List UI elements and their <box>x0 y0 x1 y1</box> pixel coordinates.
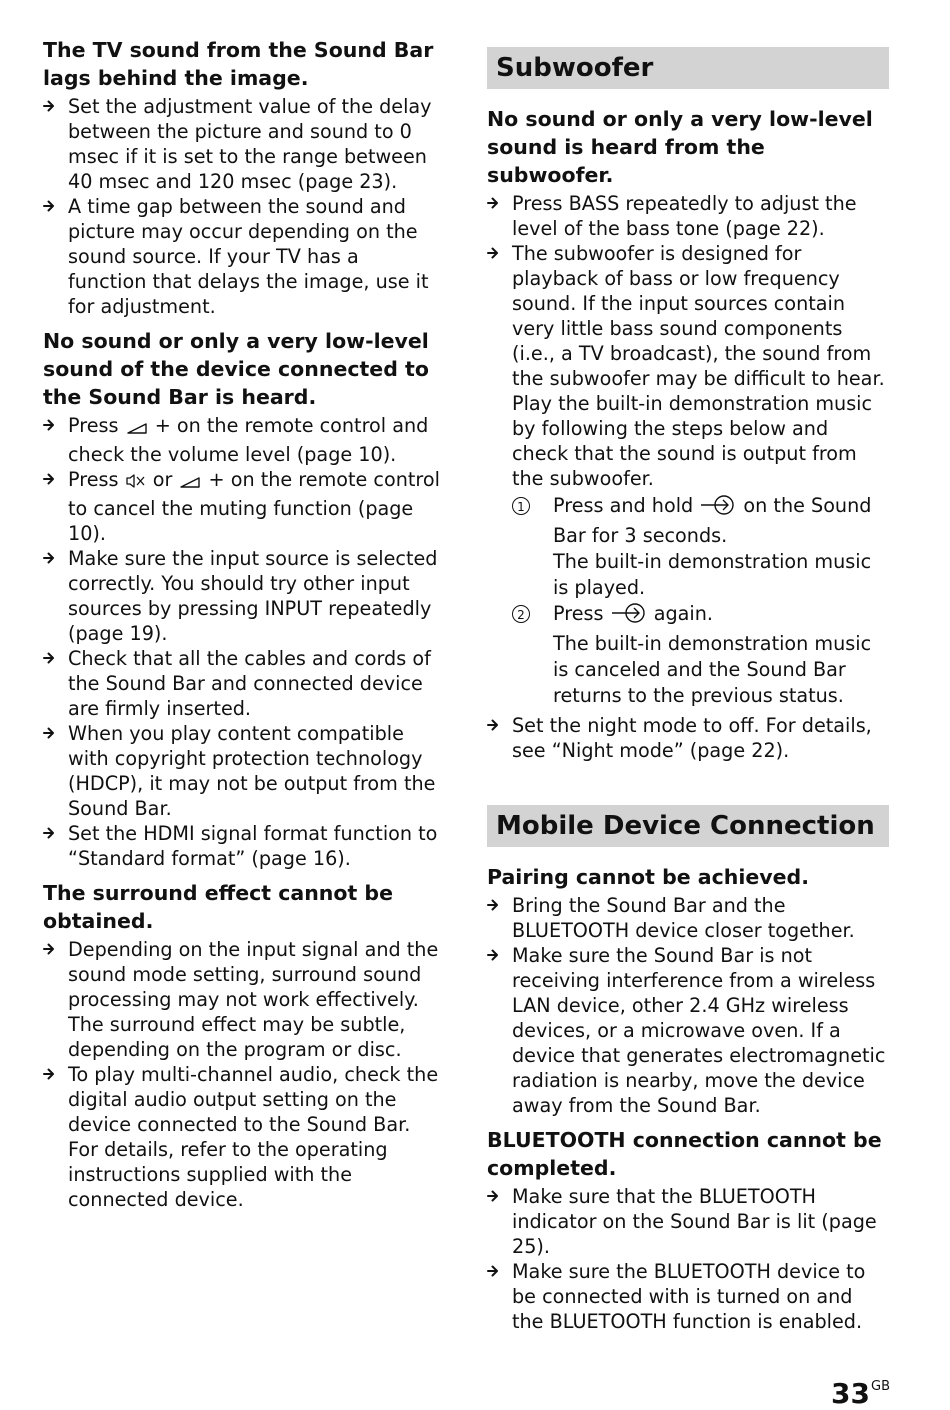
page-number-value: 33 <box>831 1377 870 1410</box>
input-icon <box>610 602 648 631</box>
step-number: 1 <box>512 497 530 515</box>
heading-pairing: Pairing cannot be achieved. <box>487 865 810 889</box>
list-item <box>487 713 889 763</box>
arrow-right-icon <box>487 1264 499 1278</box>
step-note: The built-in demonstration music is played. <box>553 550 872 599</box>
section-pairing <box>487 863 889 1118</box>
arrow-right-icon <box>487 246 499 260</box>
step-text-pre: Press <box>553 602 604 625</box>
input-icon <box>699 494 737 523</box>
arrow-right-icon <box>43 1067 55 1081</box>
list-item-text: Check that all the cables and cords of the Sound Bar and connected device are firmly inserted. <box>68 647 431 720</box>
bullet-list <box>487 191 889 763</box>
list-item-text-post: + on the remote control to cancel the muting function (page 10). <box>68 468 440 545</box>
section-bluetooth-connection <box>487 1126 889 1334</box>
list-item <box>43 467 443 546</box>
list-item-text-post: + on the remote control and check the volume level (page 10). <box>68 414 429 466</box>
list-item-text: Set the night mode to off. For details, see “Night mode” (page 22). <box>512 714 872 762</box>
heading-bluetooth-connection: BLUETOOTH connection cannot be completed. <box>487 1128 882 1180</box>
arrow-right-icon <box>43 726 55 740</box>
step-item <box>512 601 889 709</box>
heading-sound-lag: The TV sound from the Sound Bar lags behind the image. <box>43 38 434 90</box>
arrow-right-icon <box>487 196 499 210</box>
list-item-text: Make sure the input source is selected correctly. You should try other input sources by pressing INPUT repeatedly (page 19). <box>68 547 438 645</box>
list-item <box>487 943 889 1118</box>
section-surround <box>43 879 443 1212</box>
section-title-subwoofer: Subwoofer <box>487 47 889 89</box>
list-item-text: Make sure the Sound Bar is not receiving interference from a wireless LAN device, other 2.4 GHz wireless devices, or a microwave oven. If a device that generates electromagnetic radiation is nearby, move the device away from the Sound Bar. <box>512 944 886 1117</box>
list-item <box>43 546 443 646</box>
list-item-text-mid: or <box>146 468 179 491</box>
list-item <box>43 94 443 194</box>
arrow-right-icon <box>43 551 55 565</box>
step-number: 2 <box>512 605 530 623</box>
list-item <box>43 1062 443 1212</box>
arrow-right-icon <box>487 718 499 732</box>
arrow-right-icon <box>43 826 55 840</box>
arrow-right-icon <box>43 199 55 213</box>
bullet-list <box>43 94 443 319</box>
list-item <box>43 413 443 467</box>
volume-icon <box>125 417 149 442</box>
list-item <box>487 893 889 943</box>
bullet-list <box>43 413 443 871</box>
bullet-list <box>487 893 889 1118</box>
bullet-list <box>43 937 443 1212</box>
list-item-text: Bring the Sound Bar and the BLUETOOTH device closer together. <box>512 894 855 942</box>
arrow-right-icon <box>43 472 55 486</box>
arrow-right-icon <box>487 948 499 962</box>
volume-icon <box>178 471 202 496</box>
step-note: The built-in demonstration music is canceled and the Sound Bar returns to the previous status. <box>553 632 872 707</box>
section-title-mobile: Mobile Device Connection <box>487 805 889 847</box>
list-item <box>43 194 443 319</box>
spacer <box>487 771 889 805</box>
left-column <box>43 36 443 1220</box>
arrow-right-icon <box>487 898 499 912</box>
heading-subwoofer: No sound or only a very low-level sound is heard from the subwoofer. <box>487 107 873 187</box>
list-item <box>487 1184 889 1259</box>
list-item-text: Make sure that the BLUETOOTH indicator on the Sound Bar is lit (page 25). <box>512 1185 877 1258</box>
list-item <box>43 646 443 721</box>
heading-no-sound-device: No sound or only a very low-level sound of the device connected to the Sound Bar is heard. <box>43 329 429 409</box>
step-text-post: again. <box>647 602 713 625</box>
heading-surround: The surround effect cannot be obtained. <box>43 881 393 933</box>
list-item-text: Make sure the BLUETOOTH device to be connected with is turned on and the BLUETOOTH function is enabled. <box>512 1260 866 1333</box>
list-item <box>43 937 443 1062</box>
list-item <box>487 241 889 709</box>
arrow-right-icon <box>43 942 55 956</box>
list-item <box>43 821 443 871</box>
arrow-right-icon <box>43 418 55 432</box>
step-item <box>512 493 889 601</box>
list-item <box>43 721 443 821</box>
list-item-text: A time gap between the sound and picture may occur depending on the sound source. If your TV has a function that delays the image, use it for adjustment. <box>68 195 429 318</box>
arrow-right-icon <box>43 651 55 665</box>
list-item <box>487 1259 889 1334</box>
list-item-text-pre: Press <box>68 468 119 491</box>
right-column <box>487 36 889 1342</box>
list-item-text: The subwoofer is designed for playback of bass or low frequency sound. If the input sources contain very little bass sound components (i.e., a TV broadcast), the sound from the subwoofer may be difficult to hear. Play the built-in demonstration music by following the steps below and check that the sound is output from the subwoofer. <box>512 242 885 490</box>
list-item-text: Press BASS repeatedly to adjust the level of the bass tone (page 22). <box>512 192 857 240</box>
mute-icon <box>125 471 147 496</box>
list-item-text: To play multi-channel audio, check the digital audio output setting on the device connected to the Sound Bar. For details, refer to the operating instructions supplied with the connected device. <box>68 1063 439 1211</box>
list-item-text: When you play content compatible with copyright protection technology (HDCP), it may not be output from the Sound Bar. <box>68 722 436 820</box>
list-item-text: Depending on the input signal and the sound mode setting, surround sound processing may not work effectively. The surround effect may be subtle, depending on the program or disc. <box>68 938 439 1061</box>
arrow-right-icon <box>43 99 55 113</box>
section-subwoofer <box>487 105 889 763</box>
bullet-list <box>487 1184 889 1334</box>
list-item-text: Set the adjustment value of the delay between the picture and sound to 0 msec if it is set to the range between 40 msec and 120 msec (page 23). <box>68 95 432 193</box>
page-number <box>831 1372 890 1409</box>
step-list <box>512 493 889 709</box>
page-number-suffix: GB <box>871 1379 890 1394</box>
list-item-text-pre: Press <box>68 414 119 437</box>
section-sound-lag <box>43 36 443 319</box>
section-no-sound-device <box>43 327 443 871</box>
list-item-text: Set the HDMI signal format function to “Standard format” (page 16). <box>68 822 438 870</box>
arrow-right-icon <box>487 1189 499 1203</box>
step-text-post: on the Sound Bar for 3 seconds. <box>553 494 872 547</box>
list-item <box>487 191 889 241</box>
step-text-pre: Press and hold <box>553 494 694 517</box>
